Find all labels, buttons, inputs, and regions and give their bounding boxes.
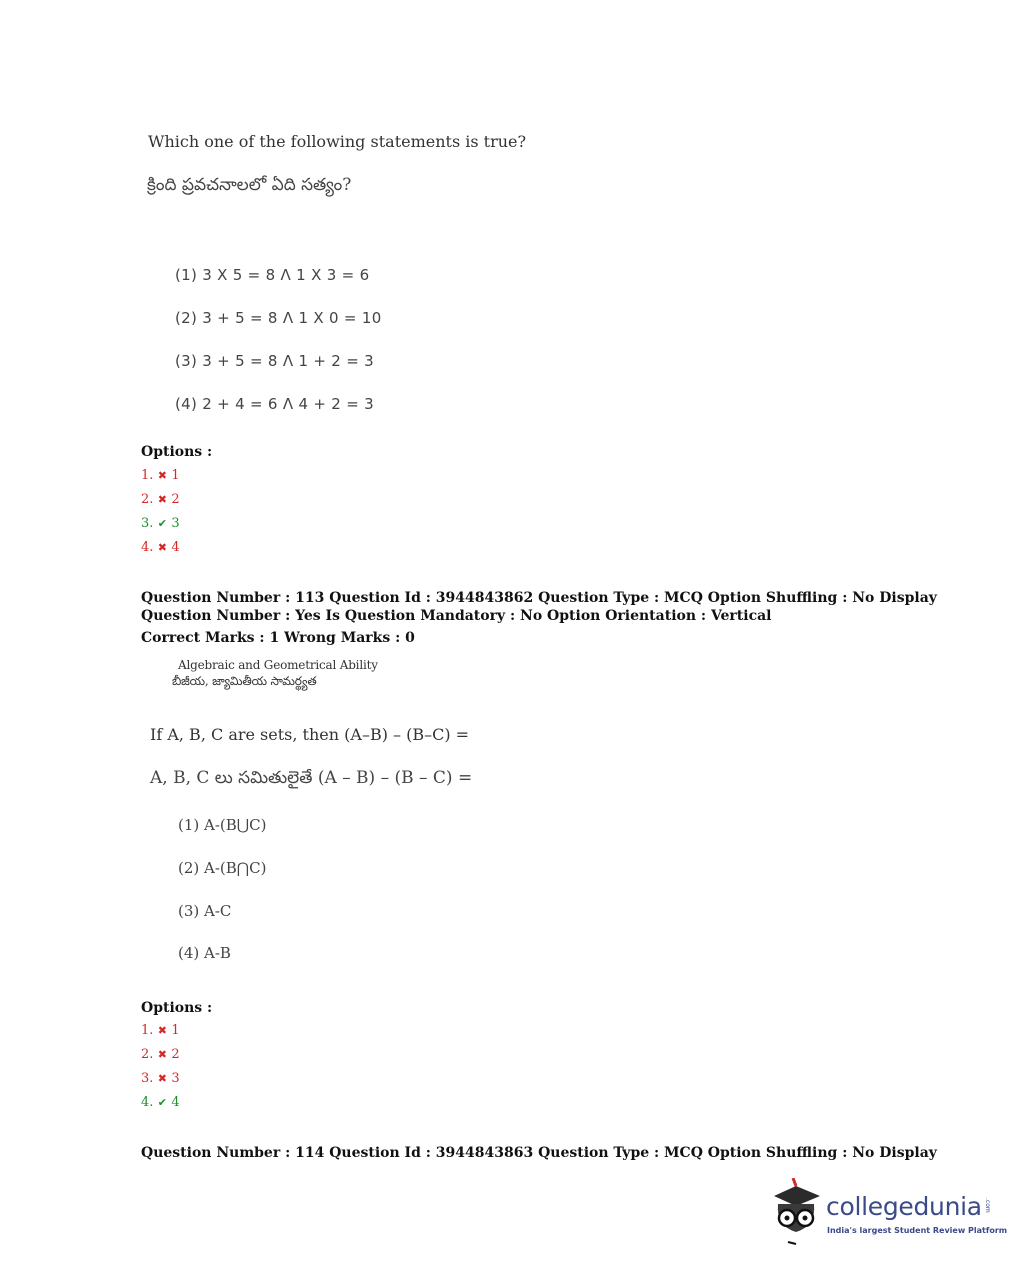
question-2-text-en: If A, B, C are sets, then (A–B) – (B–C) = [150, 725, 470, 744]
question-1-option-4 [141, 540, 180, 555]
cross-icon: ✖ [157, 541, 168, 554]
question-2-category-en: Algebraic and Geometrical Ability [178, 658, 378, 672]
question-3-meta-line-1: Question Number : 114 Question Id : 3944843863 Question Type : MCQ Option Shuffling : No Display [141, 1145, 937, 1161]
question-1-option-3 [141, 516, 180, 531]
question-2-option-4 [141, 1095, 180, 1110]
option-number: 3. [141, 516, 154, 531]
logo-com: .com [984, 1198, 991, 1213]
option-number: 1. [141, 468, 154, 483]
question-2-category-te: బీజీయ, జ్యామితీయ సామర్థ్యత [172, 674, 317, 688]
cross-icon: ✖ [157, 469, 168, 482]
question-2-meta-line-2: Question Number : Yes Is Question Mandatory : No Option Orientation : Vertical [141, 608, 772, 624]
cross-icon: ✖ [157, 1072, 168, 1085]
option-number: 2. [141, 492, 154, 507]
option-number: 2. [141, 1047, 154, 1062]
logo-tagline: India's largest Student Review Platform [827, 1226, 1008, 1235]
question-1-option-1 [141, 468, 180, 483]
option-value: 2 [171, 1047, 180, 1062]
question-1-text-en: Which one of the following statements is true? [148, 132, 527, 151]
option-value: 4 [171, 1095, 180, 1110]
check-icon: ✔ [157, 1096, 168, 1109]
option-number: 4. [141, 540, 154, 555]
question-1-options-label: Options : [141, 444, 213, 460]
question-2-choice-4: (4) A-B [178, 944, 231, 962]
question-2-text-te: A, B, C లు సమితులైతే (A – B) – (B – C) = [150, 768, 473, 788]
question-2-option-3 [141, 1071, 180, 1086]
option-value: 4 [171, 540, 180, 555]
cross-icon: ✖ [157, 493, 168, 506]
mascot-icon [766, 1178, 824, 1248]
option-number: 1. [141, 1023, 154, 1038]
question-1-text-te: క్రింది ప్రవచనాలలో ఏది సత్యం? [147, 175, 352, 195]
question-2-choice-2: (2) A-(B⋂C) [178, 859, 267, 877]
check-icon: ✔ [157, 517, 168, 530]
logo-wordmark: collegedunia [826, 1192, 982, 1221]
collegedunia-logo [766, 1178, 1008, 1248]
option-value: 3 [171, 1071, 180, 1086]
question-2-choice-1: (1) A-(B⋃C) [178, 816, 267, 834]
question-2-option-1 [141, 1023, 180, 1038]
option-value: 1 [171, 1023, 180, 1038]
question-1-choice-1: (1) 3 X 5 = 8 Λ 1 X 3 = 6 [175, 266, 370, 284]
question-2-meta-line-1: Question Number : 113 Question Id : 3944843862 Question Type : MCQ Option Shuffling : No Display [141, 590, 937, 606]
option-number: 4. [141, 1095, 154, 1110]
question-2-choice-3: (3) A-C [178, 902, 232, 920]
option-number: 3. [141, 1071, 154, 1086]
question-2-options-label: Options : [141, 1000, 213, 1016]
question-1-option-2 [141, 492, 180, 507]
question-1-choice-3: (3) 3 + 5 = 8 Λ 1 + 2 = 3 [175, 352, 374, 370]
cross-icon: ✖ [157, 1048, 168, 1061]
question-2-option-2 [141, 1047, 180, 1062]
question-1-choice-2: (2) 3 + 5 = 8 Λ 1 X 0 = 10 [175, 309, 382, 327]
option-value: 2 [171, 492, 180, 507]
question-2-meta-line-3: Correct Marks : 1 Wrong Marks : 0 [141, 630, 415, 646]
option-value: 3 [171, 516, 180, 531]
question-1-choice-4: (4) 2 + 4 = 6 Λ 4 + 2 = 3 [175, 395, 374, 413]
option-value: 1 [171, 468, 180, 483]
cross-icon: ✖ [157, 1024, 168, 1037]
